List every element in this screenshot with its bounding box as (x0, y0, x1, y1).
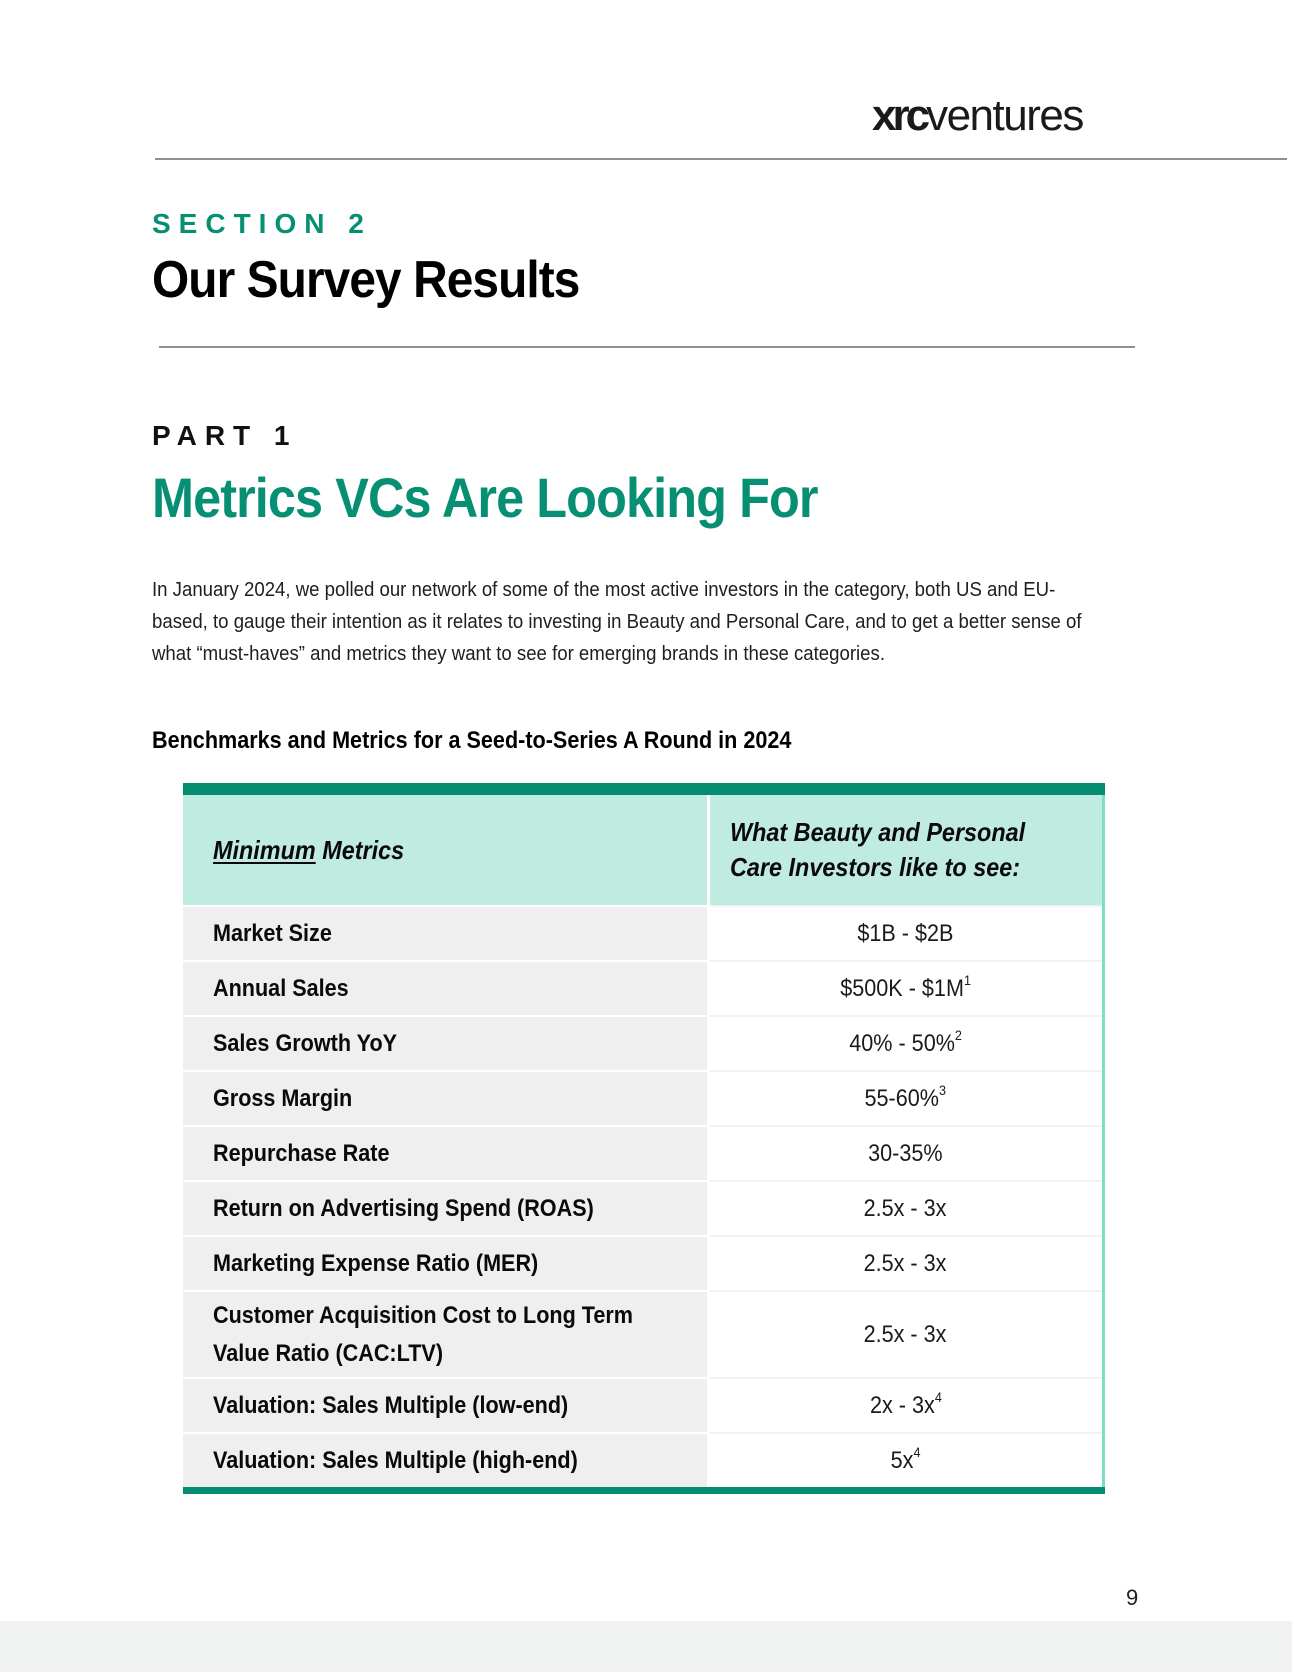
metric-name-line-1: Customer Acquisition Cost to Long Term (213, 1301, 634, 1329)
table-row (183, 1016, 1103, 1071)
metric-cell (183, 961, 708, 1016)
value-cell (708, 1016, 1103, 1071)
logo-xrc: xrc (872, 91, 927, 140)
metric-cell (183, 1433, 708, 1491)
metric-value: 2.5x - 3x (864, 1320, 947, 1348)
column-header-metrics (183, 789, 708, 906)
metric-value: $1B - $2B (857, 919, 954, 947)
value-cell (708, 1291, 1103, 1378)
table-row (183, 1378, 1103, 1433)
section-label: SECTION 2 (152, 208, 372, 239)
section-divider (159, 346, 1135, 348)
metrics-label: Metrics (315, 834, 405, 865)
part-title: Metrics VCs Are Looking For (152, 466, 818, 529)
metrics-table (183, 783, 1105, 1494)
column-header-investor-expectations-text: What Beauty and Personal Care Investors like to see: (729, 817, 1025, 882)
table-row (183, 1071, 1103, 1126)
value-cell (708, 1433, 1103, 1491)
table-row (183, 1181, 1103, 1236)
metric-cell (183, 1378, 708, 1433)
metric-value: 30-35% (868, 1139, 943, 1167)
metric-name: Gross Margin (213, 1084, 353, 1112)
metric-cell (183, 1071, 708, 1126)
minimum-emphasis: Minimum (213, 834, 316, 865)
table-row (183, 1126, 1103, 1181)
value-cell (708, 1181, 1103, 1236)
metric-name: Valuation: Sales Multiple (low-end) (213, 1391, 569, 1419)
metric-cell (183, 1291, 708, 1378)
value-cell (708, 1071, 1103, 1126)
footnote-ref: 3 (939, 1081, 947, 1098)
viewer-footer-strip (0, 1621, 1292, 1672)
metric-name: Annual Sales (213, 974, 349, 1002)
metric-name: Repurchase Rate (213, 1139, 390, 1167)
logo-ventures: ventures (926, 91, 1083, 140)
header-divider (155, 158, 1287, 160)
metric-cell (183, 906, 708, 961)
footnote-ref: 1 (963, 971, 971, 988)
value-cell (708, 1236, 1103, 1291)
section-title: Our Survey Results (152, 251, 580, 309)
table-heading: Benchmarks and Metrics for a Seed-to-Series A Round in 2024 (152, 727, 792, 754)
metric-cell (183, 1016, 708, 1071)
part-label: PART 1 (152, 420, 298, 451)
metric-name: Return on Advertising Spend (ROAS) (213, 1194, 594, 1222)
metric-cell (183, 1181, 708, 1236)
metric-name-line-2: Value Ratio (CAC:LTV) (213, 1339, 444, 1367)
table-row (183, 961, 1103, 1016)
value-cell (708, 906, 1103, 961)
xrc-ventures-logo (872, 91, 1083, 140)
table-row (183, 1433, 1103, 1491)
metric-name: Sales Growth YoY (213, 1029, 398, 1057)
metric-name: Valuation: Sales Multiple (high-end) (213, 1446, 578, 1474)
intro-paragraph: In January 2024, we polled our network of some of the most active investors in the category, both US and EU-based, to gauge their intention as it relates to investing in Beauty and Personal Care, and to get a better sense of what “must-haves” and metrics they want to see for emerging brands in these categories. (152, 579, 1082, 665)
table-row (183, 906, 1103, 961)
value-cell (708, 1378, 1103, 1433)
metric-value: $2x - 3x^4$ (869, 1388, 942, 1419)
value-cell (708, 1126, 1103, 1181)
value-cell (708, 961, 1103, 1016)
metric-value: $5x^4$ (890, 1443, 921, 1474)
table-header-row (183, 789, 1103, 906)
metric-value: $500K - $\$1M^1$ (840, 971, 971, 1002)
metric-name: Market Size (213, 919, 332, 947)
footnote-ref: 2 (954, 1026, 962, 1043)
table-row (183, 1291, 1103, 1378)
metric-value: 40% - 50%$^2$ (849, 1026, 962, 1057)
metric-cell (183, 1236, 708, 1291)
metric-name: Marketing Expense Ratio (MER) (213, 1249, 539, 1277)
metric-value: 55-60%$^3$ (864, 1081, 947, 1112)
footnote-ref: 4 (913, 1443, 921, 1460)
table-row (183, 1236, 1103, 1291)
metric-value: 2.5x - 3x (864, 1194, 947, 1222)
column-header-investor-expectations (708, 789, 1103, 906)
metric-cell (183, 1126, 708, 1181)
footnote-ref: 4 (934, 1388, 942, 1405)
metric-value: 2.5x - 3x (864, 1249, 947, 1277)
page-number: 9 (1126, 1585, 1139, 1610)
